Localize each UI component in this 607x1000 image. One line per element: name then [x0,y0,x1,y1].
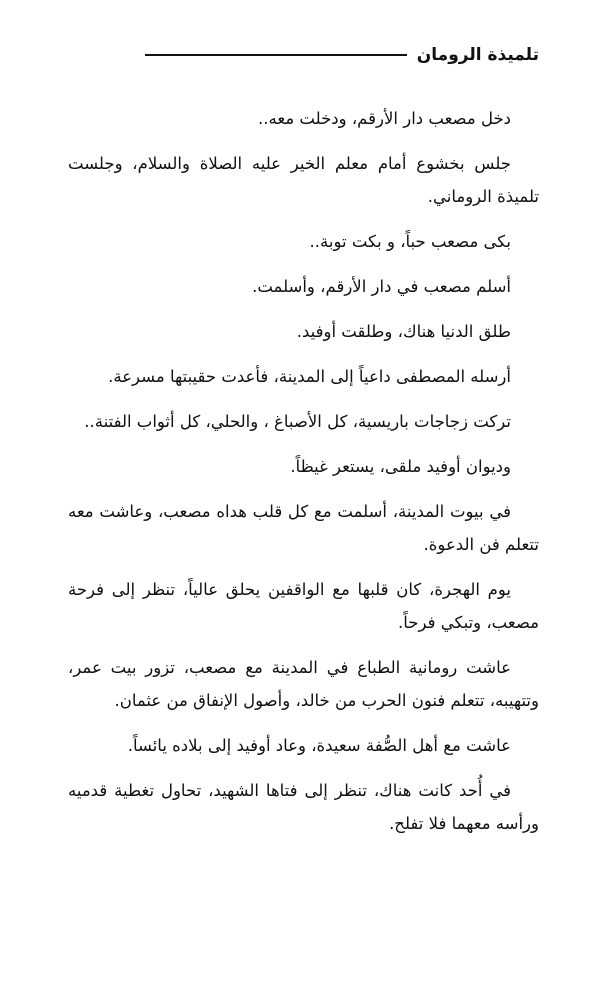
paragraph: طلق الدنيا هناك، وطلقت أوفيد. [296,322,511,341]
body-text [68,102,539,852]
running-header [80,40,539,70]
paragraph: بكى مصعب حباً، و بكت توبة.. [309,232,511,251]
header-rule [145,54,407,56]
paragraph: عاشت رومانية الطباع في المدينة مع مصعب، تزور بيت عمر، وتتهيبه، تتعلم فنون الحرب من خالد، وأصول الإنفاق من عثمان. [68,658,539,710]
paragraph: في أُحد كانت هناك، تنظر إلى فتاها الشهيد، تحاول تغطية قدميه ورأسه معهما فلا تفلح. [68,781,539,833]
paragraph: وديوان أوفيد ملقى، يستعر غيظاً. [290,457,511,476]
paragraph: عاشت مع أهل الصُّفة سعيدة، وعاد أوفيد إلى بلاده يائساً. [127,736,511,755]
paragraph: جلس بخشوع أمام معلم الخير عليه الصلاة والسلام، وجلست تلميذة الروماني. [68,154,539,206]
paragraph: أسلم مصعب في دار الأرقم، وأسلمت. [252,277,511,296]
paragraph: دخل مصعب دار الأرقم، ودخلت معه.. [258,109,511,128]
paragraph: أرسله المصطفى داعياً إلى المدينة، فأعدت حقيبتها مسرعة. [108,367,511,386]
paragraph: في بيوت المدينة، أسلمت مع كل قلب هداه مصعب، وعاشت معه تتعلم فن الدعوة. [68,502,539,554]
paragraph: تركت زجاجات باريسية، كل الأصباغ ، والحلي، كل أثواب الفتنة.. [84,412,511,431]
chapter-title: تلميذة الرومان [416,45,539,65]
paragraph: يوم الهجرة، كان قلبها مع الواقفين يحلق عالياً، تنظر إلى فرحة مصعب، وتبكي فرحاً. [68,580,539,632]
